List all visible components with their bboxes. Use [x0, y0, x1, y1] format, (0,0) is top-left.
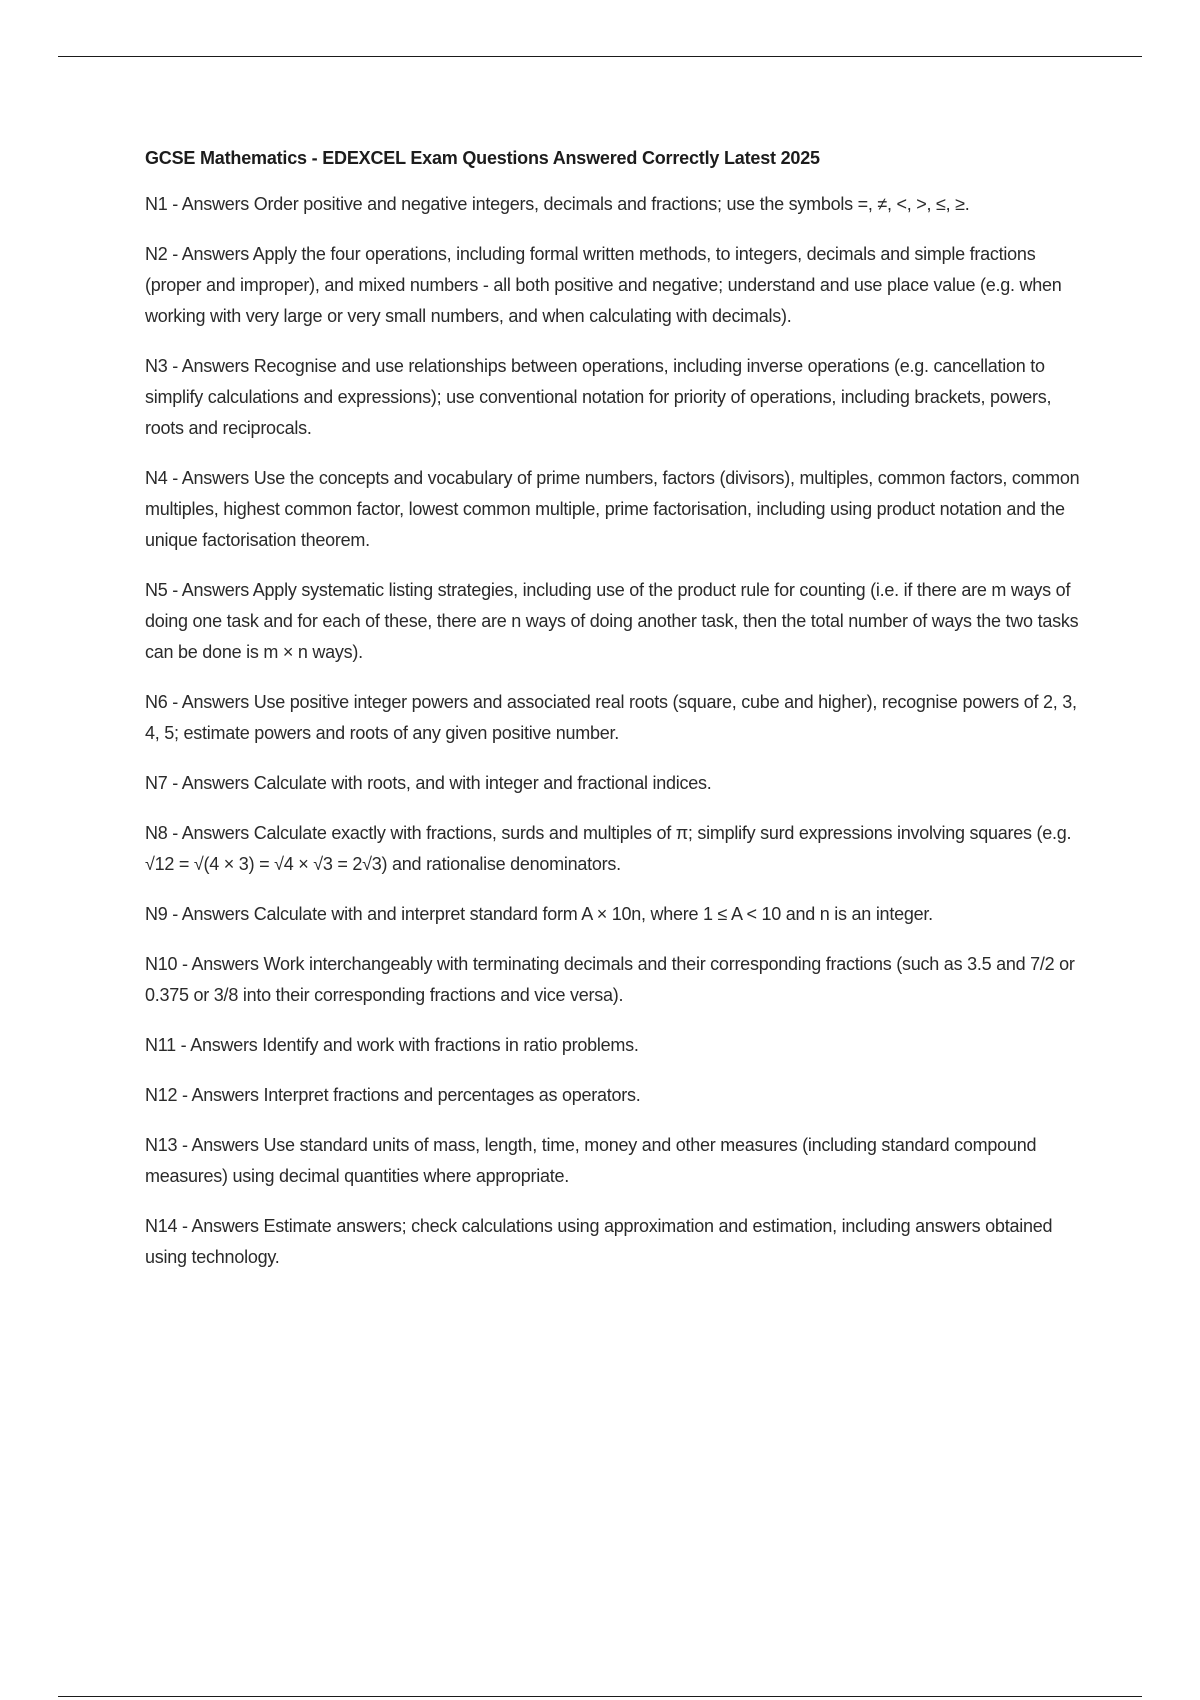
question-n8: N8 - Answers Calculate exactly with fractions, surds and multiples of π; simplify surd expressions involving squares (e.g. √12 = √(4 × 3) = √4 × √3 = 2√3) and rationalise denominators. — [145, 823, 1072, 874]
question-n13: N13 - Answers Use standard units of mass, length, time, money and other measures (including standard compound measures) using decimal quantities where appropriate. — [145, 1135, 1037, 1186]
question-n3: N3 - Answers Recognise and use relationships between operations, including inverse operations (e.g. cancellation to simplify calculations and expressions); use conventional notation for priority of operations, including brackets, powers, roots and reciprocals. — [145, 356, 1052, 438]
question-n4: N4 - Answers Use the concepts and vocabulary of prime numbers, factors (divisors), multiples, common factors, common multiples, highest common factor, lowest common multiple, prime factorisation, including using product notation and the unique factorisation theorem. — [145, 468, 1080, 550]
question-n14: N14 - Answers Estimate answers; check calculations using approximation and estimation, including answers obtained using technology. — [145, 1216, 1053, 1267]
document-body — [145, 146, 1085, 1292]
question-n11: N11 - Answers Identify and work with fractions in ratio problems. — [145, 1035, 639, 1055]
document-title: GCSE Mathematics - EDEXCEL Exam Questions Answered Correctly Latest 2025 — [145, 148, 820, 168]
question-n12: N12 - Answers Interpret fractions and percentages as operators. — [145, 1085, 641, 1105]
question-n10: N10 - Answers Work interchangeably with terminating decimals and their corresponding fractions (such as 3.5 and 7/2 or 0.375 or 3/8 into their corresponding fractions and vice versa). — [145, 954, 1075, 1005]
question-n2: N2 - Answers Apply the four operations, including formal written methods, to integers, decimals and simple fractions (proper and improper), and mixed numbers - all both positive and negative; understand and use place value (e.g. when working with very large or very small numbers, and when calculating with decimals). — [145, 244, 1062, 326]
question-n9: N9 - Answers Calculate with and interpret standard form A × 10n, where 1 ≤ A < 10 and n is an integer. — [145, 904, 933, 924]
question-n1: N1 - Answers Order positive and negative integers, decimals and fractions; use the symbols =, ≠, <, >, ≤, ≥. — [145, 194, 970, 214]
footer-rule — [58, 1696, 1142, 1697]
header-rule — [58, 56, 1142, 57]
question-n6: N6 - Answers Use positive integer powers and associated real roots (square, cube and higher), recognise powers of 2, 3, 4, 5; estimate powers and roots of any given positive number. — [145, 692, 1077, 743]
question-n5: N5 - Answers Apply systematic listing strategies, including use of the product rule for counting (i.e. if there are m ways of doing one task and for each of these, there are n ways of doing another task, then the total number of ways the two tasks can be done is m × n ways). — [145, 580, 1079, 662]
question-n7: N7 - Answers Calculate with roots, and with integer and fractional indices. — [145, 773, 712, 793]
